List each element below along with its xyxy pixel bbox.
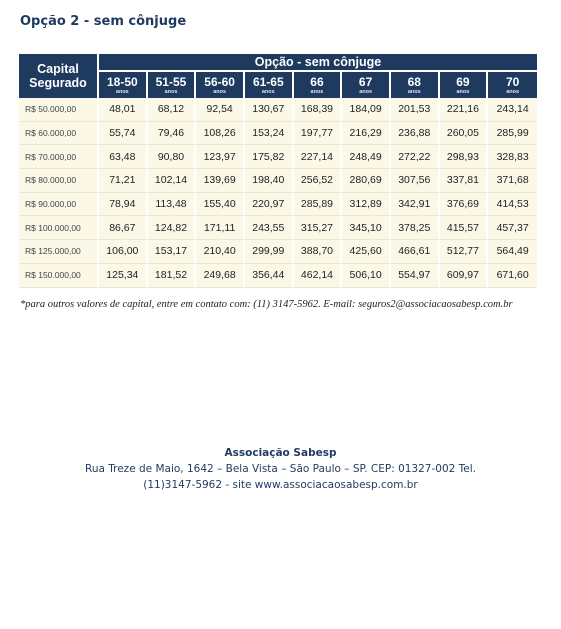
premium-cell: 130,67 xyxy=(245,98,294,122)
premium-cell: 184,09 xyxy=(342,98,391,122)
age-header-cell xyxy=(245,72,294,98)
premium-cell: 512,77 xyxy=(440,240,489,264)
capital-cell: R$ 100.000,00 xyxy=(19,216,99,240)
table-body xyxy=(19,98,537,288)
age-header-cell xyxy=(148,72,197,98)
age-unit-label: anos xyxy=(261,88,275,95)
premium-cell: 466,61 xyxy=(391,240,440,264)
premium-cell: 378,25 xyxy=(391,216,440,240)
premium-cell: 243,14 xyxy=(488,98,537,122)
capital-cell: R$ 60.000,00 xyxy=(19,122,99,146)
age-unit-label: anos xyxy=(213,88,227,95)
premium-cell: 285,99 xyxy=(488,122,537,146)
premium-cell: 256,52 xyxy=(294,169,343,193)
premium-cell: 63,48 xyxy=(99,145,148,169)
premium-cell: 90,80 xyxy=(148,145,197,169)
table-row xyxy=(19,145,537,169)
table-row xyxy=(19,264,537,288)
age-unit-label: anos xyxy=(359,88,373,95)
capital-cell: R$ 90.000,00 xyxy=(19,193,99,217)
table-row xyxy=(19,98,537,122)
age-header-cell xyxy=(488,72,537,98)
premium-cell: 298,93 xyxy=(440,145,489,169)
premium-cell: 220,97 xyxy=(245,193,294,217)
premium-cell: 236,88 xyxy=(391,122,440,146)
footer-org: Associação Sabesp xyxy=(224,447,337,459)
premium-cell: 337,81 xyxy=(440,169,489,193)
capital-cell: R$ 50.000,00 xyxy=(19,98,99,122)
premium-cell: 315,27 xyxy=(294,216,343,240)
table-row xyxy=(19,240,537,264)
age-group-label: 18-50 xyxy=(106,74,138,89)
age-unit-label: anos xyxy=(407,88,421,95)
capital-cell: R$ 150.000,00 xyxy=(19,264,99,288)
premium-cell: 371,68 xyxy=(488,169,537,193)
premium-cell: 609,97 xyxy=(440,264,489,288)
premium-table xyxy=(19,54,537,288)
premium-table-container xyxy=(19,54,537,288)
premium-cell: 462,14 xyxy=(294,264,343,288)
age-header-cell xyxy=(196,72,245,98)
premium-cell: 92,54 xyxy=(196,98,245,122)
premium-cell: 71,21 xyxy=(99,169,148,193)
premium-cell: 345,10 xyxy=(342,216,391,240)
table-row xyxy=(19,216,537,240)
age-group-label: 66 xyxy=(310,74,324,89)
age-header-cell xyxy=(342,72,391,98)
premium-cell: 55,74 xyxy=(99,122,148,146)
premium-cell: 554,97 xyxy=(391,264,440,288)
premium-cell: 285,89 xyxy=(294,193,343,217)
premium-cell: 86,67 xyxy=(99,216,148,240)
table-row xyxy=(19,193,537,217)
premium-cell: 280,69 xyxy=(342,169,391,193)
premium-cell: 139,69 xyxy=(196,169,245,193)
footer xyxy=(0,445,561,493)
premium-cell: 201,53 xyxy=(391,98,440,122)
age-group-label: 69 xyxy=(456,74,470,89)
capital-header-line1: Capital xyxy=(37,62,79,76)
premium-cell: 155,40 xyxy=(196,193,245,217)
premium-cell: 68,12 xyxy=(148,98,197,122)
age-group-label: 56-60 xyxy=(204,74,235,89)
premium-cell: 48,01 xyxy=(99,98,148,122)
premium-cell: 153,24 xyxy=(245,122,294,146)
age-unit-label: anos xyxy=(115,88,129,95)
premium-cell: 102,14 xyxy=(148,169,197,193)
premium-cell: 168,39 xyxy=(294,98,343,122)
age-group-label: 67 xyxy=(358,74,373,89)
age-header-cell xyxy=(440,72,489,98)
premium-cell: 671,60 xyxy=(488,264,537,288)
age-group-label: 70 xyxy=(505,74,520,89)
table-row xyxy=(19,122,537,146)
footer-address: Rua Treze de Maio, 1642 – Bela Vista – São Paulo – SP. CEP: 01327-002 Tel. xyxy=(85,463,476,475)
premium-cell: 216,29 xyxy=(342,122,391,146)
premium-cell: 299,99 xyxy=(245,240,294,264)
premium-cell: 221,16 xyxy=(440,98,489,122)
premium-cell: 506,10 xyxy=(342,264,391,288)
option-header: Opção - sem cônjuge xyxy=(99,54,537,72)
age-header-cell xyxy=(294,72,343,98)
capital-header-line2: Segurado xyxy=(29,76,87,90)
table-row xyxy=(19,169,537,193)
premium-cell: 197,77 xyxy=(294,122,343,146)
footer-contact: (11)3147-5962 - site www.associacaosabesp.com.br xyxy=(143,479,418,491)
capital-cell: R$ 125.000,00 xyxy=(19,240,99,264)
premium-cell: 457,37 xyxy=(488,216,537,240)
premium-cell: 227,14 xyxy=(294,145,343,169)
premium-cell: 328,83 xyxy=(488,145,537,169)
premium-cell: 356,44 xyxy=(245,264,294,288)
age-unit-label: anos xyxy=(164,88,178,95)
premium-cell: 248,49 xyxy=(342,145,391,169)
premium-cell: 425,60 xyxy=(342,240,391,264)
premium-cell: 106,00 xyxy=(99,240,148,264)
age-header-cell xyxy=(99,72,148,98)
premium-cell: 307,56 xyxy=(391,169,440,193)
premium-cell: 124,82 xyxy=(148,216,197,240)
premium-cell: 113,48 xyxy=(148,193,197,217)
premium-cell: 79,46 xyxy=(148,122,197,146)
contact-note: *para outros valores de capital, entre em contato com: (11) 3147-5962. E-mail: seguros2@associacaosabesp.com.br xyxy=(20,299,513,310)
capital-cell: R$ 70.000,00 xyxy=(19,145,99,169)
premium-cell: 376,69 xyxy=(440,193,489,217)
age-group-label: 68 xyxy=(407,74,421,89)
premium-cell: 210,40 xyxy=(196,240,245,264)
premium-cell: 125,34 xyxy=(99,264,148,288)
premium-cell: 415,57 xyxy=(440,216,489,240)
capital-cell: R$ 80.000,00 xyxy=(19,169,99,193)
premium-cell: 175,82 xyxy=(245,145,294,169)
premium-cell: 171,11 xyxy=(196,216,245,240)
premium-cell: 342,91 xyxy=(391,193,440,217)
age-unit-label: anos xyxy=(506,88,520,95)
premium-cell: 272,22 xyxy=(391,145,440,169)
premium-cell: 181,52 xyxy=(148,264,197,288)
premium-cell: 414,53 xyxy=(488,193,537,217)
premium-cell: 78,94 xyxy=(99,193,148,217)
premium-cell: 123,97 xyxy=(196,145,245,169)
age-group-label: 61-65 xyxy=(252,74,284,89)
premium-cell: 108,26 xyxy=(196,122,245,146)
premium-cell: 249,68 xyxy=(196,264,245,288)
age-header-cell xyxy=(391,72,440,98)
age-unit-label: anos xyxy=(310,88,324,95)
premium-cell: 312,89 xyxy=(342,193,391,217)
age-group-label: 51-55 xyxy=(155,74,187,89)
premium-cell: 198,40 xyxy=(245,169,294,193)
premium-cell: 564,49 xyxy=(488,240,537,264)
premium-cell: 260,05 xyxy=(440,122,489,146)
age-unit-label: anos xyxy=(456,88,470,95)
premium-cell: 388,70 xyxy=(294,240,343,264)
capital-header xyxy=(19,54,99,98)
premium-cell: 243,55 xyxy=(245,216,294,240)
page-title: Opção 2 - sem cônjuge xyxy=(20,14,187,29)
premium-cell: 153,17 xyxy=(148,240,197,264)
